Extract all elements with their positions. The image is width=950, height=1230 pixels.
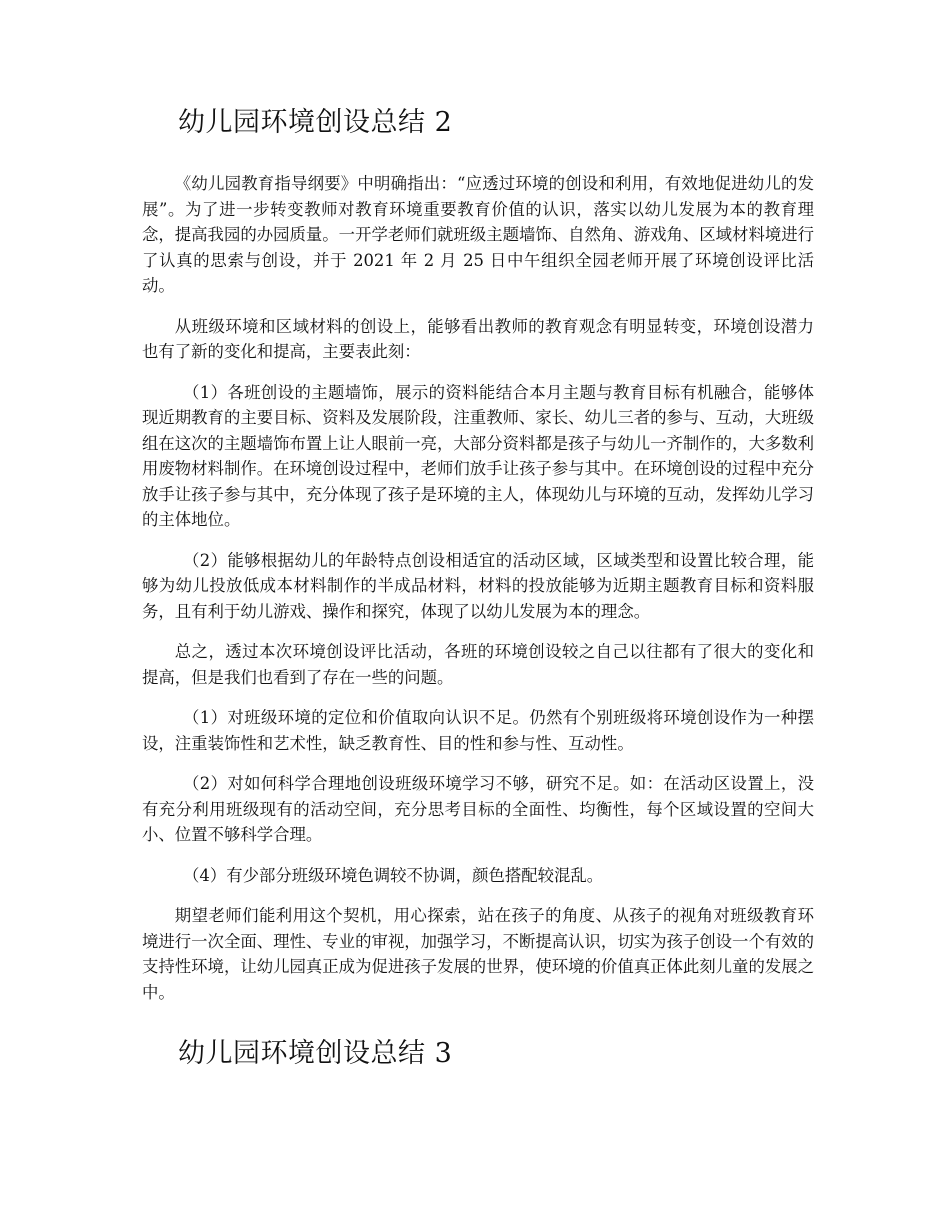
list-item-theme-wall: （1）各班创设的主题墙饰，展示的资料能结合本月主题与教育目标有机融合，能够体现近期教育的主要目标、资料及发展阶段，注重教师、家长、幼儿三者的参与、互动，大班级组在这次的主题墙饰布置上让人眼前一亮，大部分资料都是孩子与幼儿一齐制作的，大多数利用废物材料制作。在环境创设过程中，老师们放手让孩子参与其中。在环境创设的过程中充分放手让孩子参与其中，充分体现了孩子是环境的主人，体现幼儿与环境的互动，发挥幼儿学习的主体地位。 xyxy=(142,382,815,529)
section-heading-3: 幼儿园环境创设总结 3 xyxy=(178,1038,453,1069)
list-item-activity-areas: （2）能够根据幼儿的年龄特点创设相适宜的活动区域，区域类型和设置比较合理，能够为幼儿投放低成本材料制作的半成品材料，材料的投放能够为近期主题教育目标和资料服务，且有利于幼儿游戏、操作和探究，体现了以幼儿发展为本的理念。 xyxy=(142,550,814,621)
intro-paragraph: 《幼儿园教育指导纲要》中明确指出：“应透过环境的创设和利用，有效地促进幼儿的发展”。为了进一步转变教师对教育环境重要教育价值的认识，落实以幼儿发展为本的教育理念，提高我园的办园质量。一开学老师们就班级主题墙饰、自然角、游戏角、区域材料境进行了认真的思索与创设，并于 2021 年 2 月 25 日中午组织全园老师开展了环境创设评比活动。 xyxy=(142,174,815,295)
section-heading-2: 幼儿园环境创设总结 2 xyxy=(178,107,453,138)
observation-paragraph: 从班级环境和区域材料的创设上，能够看出教师的教育观念有明显转变，环境创设潜力也有了新的变化和提高，主要表此刻： xyxy=(142,316,814,361)
list-item-problem-research: （2）对如何科学合理地创设班级环境学习不够，研究不足。如：在活动区设置上，没有充分利用班级现有的活动空间，充分思考目标的全面性、均衡性，每个区域设置的空间大小、位置不够科学合理。 xyxy=(142,774,814,844)
closing-paragraph: 期望老师们能利用这个契机，用心探索，站在孩子的角度、从孩子的视角对班级教育环境进行一次全面、理性、专业的审视，加强学习，不断提高认识，切实为孩子创设一个有效的支持性环境，让幼儿园真正成为促进孩子发展的世界，使环境的价值真正体此刻儿童的发展之中。 xyxy=(142,906,815,1002)
summary-paragraph: 总之，透过本次环境创设评比活动，各班的环境创设较之自己以往都有了很大的变化和提高，但是我们也看到了存在一些的问题。 xyxy=(142,642,814,687)
document-body xyxy=(142,171,814,1020)
list-item-problem-color: （4）有少部分班级环境色调较不协调，颜色搭配较混乱。 xyxy=(183,865,604,885)
list-item-problem-positioning: （1）对班级环境的定位和价值取向认识不足。仍然有个别班级将环境创设作为一种摆设，注重装饰性和艺术性，缺乏教育性、目的性和参与性、互动性。 xyxy=(142,708,814,753)
